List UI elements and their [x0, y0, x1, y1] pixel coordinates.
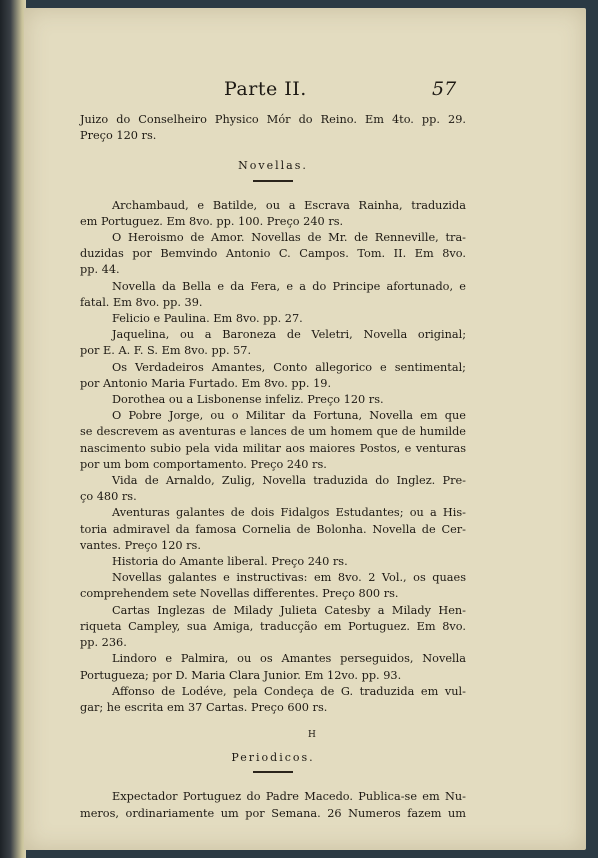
entry-line: Historia do Amante liberal. Preço 240 rs.	[112, 555, 348, 569]
entry-line: ço 480 rs.	[80, 490, 137, 504]
book-page	[24, 8, 586, 850]
entry-line: O Pobre Jorge, ou o Militar da Fortuna, Novella em que	[112, 409, 466, 423]
running-title: Parte II.	[224, 78, 307, 100]
section-title-novellas: Novellas.	[238, 159, 308, 173]
entry-line: duzidas por Bemvindo Antonio C. Campos. Tom. II. Em 8vo.	[80, 247, 466, 261]
entry-line: Dorothea ou a Lisbonense infeliz. Preço 120 rs.	[112, 393, 384, 407]
entry-line: Lindoro e Palmira, ou os Amantes perseguidos, Novella	[112, 652, 466, 666]
entry-line: Affonso de Lodéve, pela Condeça de G. traduzida em vul-	[112, 684, 466, 698]
entry-line: comprehendem sete Novellas differentes. Preço 800 rs.	[80, 587, 399, 601]
page-number: 57	[432, 78, 457, 100]
entry-line: Jaquelina, ou a Baroneza de Veletri, Novella original;	[112, 328, 466, 342]
book-binding	[0, 0, 26, 858]
section-rule	[253, 180, 293, 182]
entry-line: Cartas Inglezas de Milady Julieta Catesby a Milady Hen-	[112, 603, 466, 617]
entry-line: em Portuguez. Em 8vo. pp. 100. Preço 240 rs.	[80, 214, 344, 228]
intro-line: Juizo do Conselheiro Physico Mór do Reino. Em 4to. pp. 29.	[80, 113, 466, 126]
entry-line: Portugueza; por D. Maria Clara Junior. Em 12vo. pp. 93.	[80, 668, 402, 682]
entry-line: Archambaud, e Batilde, ou a Escrava Rainha, traduzida	[112, 198, 466, 212]
entry-line: se descrevem as aventuras e lances de um homem que de humilde	[80, 425, 466, 439]
entry-line: Os Verdadeiros Amantes, Conto allegorico e sentimental;	[112, 360, 466, 374]
entry-line: toria admiravel da famosa Cornelia de Bolonha. Novella de Cer-	[80, 522, 466, 536]
running-header	[24, 78, 586, 102]
entry-line: gar; he escrita em 37 Cartas. Preço 600 rs.	[80, 700, 328, 714]
entry-line: pp. 236.	[80, 636, 127, 650]
entry-line: Felicio e Paulina. Em 8vo. pp. 27.	[112, 312, 303, 326]
entry-line: pp. 44.	[80, 263, 120, 277]
entry-line: meros, ordinariamente um por Semana. 26 Numeros fazem um	[80, 806, 466, 820]
page-body	[80, 112, 466, 822]
section-rule	[253, 771, 293, 773]
entry-line: O Heroismo de Amor. Novellas de Mr. de Renneville, tra-	[112, 231, 466, 245]
entry-line: nascimento subio pela vida militar aos maiores Postos, e venturas	[80, 441, 466, 455]
entry-line: vantes. Preço 120 rs.	[80, 538, 201, 552]
entry-line: por E. A. F. S. Em 8vo. pp. 57.	[80, 344, 252, 358]
entry-line: fatal. Em 8vo. pp. 39.	[80, 295, 203, 309]
entry-line: Novellas galantes e instructivas: em 8vo. 2 Vol., os quaes	[112, 571, 466, 585]
entry-line: por Antonio Maria Furtado. Em 8vo. pp. 19.	[80, 376, 332, 390]
entry-line: Novella da Bella e da Fera, e a do Principe afortunado, e	[112, 279, 466, 293]
section-title-periodicos: Periodicos.	[231, 751, 315, 765]
entry-line: por um bom comportamento. Preço 240 rs.	[80, 457, 327, 471]
signature-mark: H	[308, 730, 316, 740]
entry-line: Aventuras galantes de dois Fidalgos Estudantes; ou a His-	[112, 506, 466, 520]
entry-line: riqueta Campley, sua Amiga, traducção em Portuguez. Em 8vo.	[80, 619, 466, 633]
entry-line: Expectador Portuguez do Padre Macedo. Publica-se em Nu-	[112, 790, 466, 804]
intro-line: Preço 120 rs.	[80, 129, 157, 143]
entry-line: Vida de Arnaldo, Zulig, Novella traduzida do Inglez. Pre-	[112, 474, 466, 488]
